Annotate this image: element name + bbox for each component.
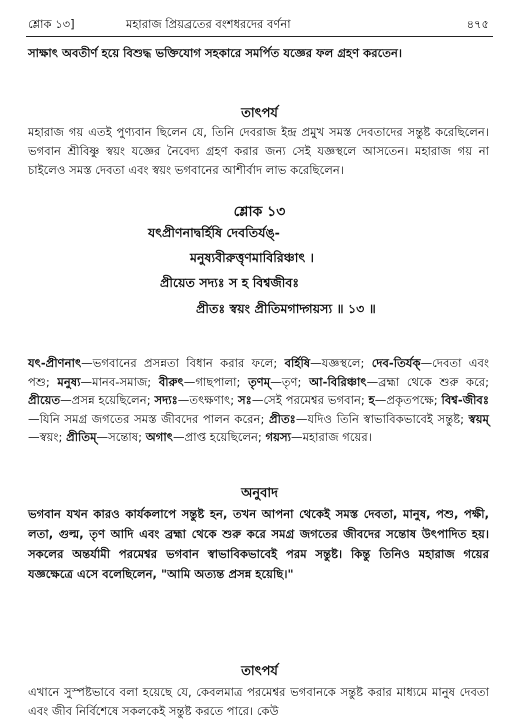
synonym-term: আ-বিরিঞ্চাৎ bbox=[309, 374, 367, 389]
opening-text: সাক্ষাৎ অবতীর্ণ হয়ে বিশুদ্ধ ভক্তিযোগ সহকারে সমর্পিত যজ্ঞের ফল গ্রহণ করতেন। bbox=[28, 46, 403, 60]
verse-line-2: মনুষ্যবীরুত্তৃণমাবিরিঞ্চাৎ । bbox=[190, 250, 315, 265]
purport-text: মহারাজ গয় এতই পুণ্যবান ছিলেন যে, তিনি দেবরাজ ইন্দ্র প্রমুখ সমস্ত দেবতাদের সন্তুষ্ট করেছিলেন। ভগবান শ্রীবিষ্ণু স্বয়ং যজ্ঞের নৈবেদ্য গ্রহণ করার জন্য সেই যজ্ঞস্থলে আসতেন। মহারাজ গয় না চাইলেও সমস্ত দেবতা এবং স্বয়ং ভগবানের আশীর্বাদ লাভ করেছিলেন। bbox=[28, 125, 489, 177]
synonym-meaning: মহারাজ গয়ের। bbox=[302, 430, 372, 445]
purport-heading-2: তাৎপর্য bbox=[241, 664, 278, 679]
translation-text: ভগবান যখন কারও কার্যকলাপে সন্তুষ্ট হন, তখন আপনা থেকেই সমস্ত দেবতা, মানুষ, পশু, পক্ষী, লতা, গুল্ম, তৃণ আদি এবং ব্রহ্মা থেকে শুরু করে সমগ্র জগতের জীবদের সন্তোষ উৎপাদিত হয়। সকলের অন্তর্যামী পরমেশ্বর ভগবান স্বাভাবিকভাবেই পরম সন্তুষ্ট। কিন্তু তিনিও মহারাজ গয়ের যজ্ঞক্ষেত্রে এসে বলেছিলেন, "আমি অত্যন্ত প্রসন্ন হয়েছি।" bbox=[28, 507, 489, 581]
synonym-meaning: তৎক্ষণাৎ; bbox=[189, 393, 235, 408]
synonym-meaning: সেই পরমেশ্বর ভগবান; bbox=[263, 393, 365, 408]
verse-heading: শ্লোক ১৩ bbox=[233, 204, 286, 220]
header-rule bbox=[26, 36, 493, 37]
synonym-meaning: স্বয়ং; bbox=[39, 430, 63, 445]
synonym-term: হ bbox=[368, 393, 375, 408]
synonym-term: প্রীতিম্ bbox=[66, 430, 97, 445]
synonym-meaning: গাছপালা; bbox=[195, 374, 241, 389]
verse-line-1: যৎপ্রীণনাদ্বর্হিষি দেবতির্যঙ্- bbox=[148, 225, 280, 240]
synonym-term: প্রীতঃ bbox=[268, 411, 296, 426]
synonym-meaning: যদিও তিনি স্বাভাবিকভাবেই সন্তুষ্ট; bbox=[307, 411, 465, 426]
purport-text-2: এখানে সুস্পষ্টভাবে বলা হয়েছে যে, কেবলমাত্র পরমেশ্বর ভগবানকে সন্তুষ্ট করার মাধ্যমে মানুষ দেবতা এবং জীব নির্বিশেষে সকলকেই সন্তুষ্ট করতে পারে। কেউ bbox=[28, 685, 489, 718]
translation-heading: অনুবাদ bbox=[241, 486, 278, 501]
synonym-term: দেব-তির্যক্ bbox=[371, 356, 421, 370]
synonym-meaning: প্রকৃতপক্ষে; bbox=[386, 393, 438, 408]
synonym-meaning: সন্তোষ; bbox=[108, 430, 143, 445]
synonym-term: প্রীয়েত bbox=[28, 393, 61, 408]
synonym-meaning: ব্রহ্মা থেকে শুরু করে; bbox=[378, 374, 490, 389]
synonym-term: গয়স্য bbox=[265, 430, 291, 445]
synonym-term: মনুষ্য bbox=[57, 374, 81, 389]
chapter-title: মহারাজ প্রিয়ব্রতের বংশধরদের বর্ণনা bbox=[126, 17, 291, 31]
verse-line-3: প্রীয়েত সদ্যঃ স হ বিশ্বজীবঃ bbox=[160, 275, 300, 290]
synonym-meaning: ভগবানের প্রসন্নতা বিধান করার ফলে; bbox=[92, 356, 278, 370]
verse-line-4: প্রীতঃ স্বয়ং প্রীতিমগাদ্গয়স্য ॥ ১৩ ॥ bbox=[196, 301, 376, 316]
page-header bbox=[28, 13, 489, 35]
synonym-meaning: দেবতা এবং পশু; bbox=[28, 356, 489, 389]
page-number: ৪৭৫ bbox=[466, 17, 489, 31]
synonym-meaning: প্রাপ্ত হয়েছিলেন; bbox=[184, 430, 262, 445]
synonym-term: বীরুৎ bbox=[158, 374, 184, 389]
synonym-meaning: যজ্ঞস্থলে; bbox=[321, 356, 365, 370]
synonym-term: যৎ-প্রীণনাৎ bbox=[28, 356, 82, 370]
synonym-meaning: মানব-সমাজ; bbox=[92, 374, 152, 389]
synonym-meaning: যিনি সমগ্র জগতের সমস্ত জীবদের পালন করেন; bbox=[39, 411, 265, 426]
synonym-term: সঃ bbox=[238, 393, 252, 408]
synonym-term: বিশ্ব-জীবঃ bbox=[441, 393, 490, 408]
synonym-term: তৃণম্ bbox=[248, 374, 271, 389]
synonym-term: বর্হিষি bbox=[284, 356, 311, 370]
synonym-meaning: প্রসন্ন হয়েছিলেন; bbox=[71, 393, 151, 408]
synonym-term: স্বয়ম্ bbox=[468, 411, 489, 426]
word-for-word-synonyms: যৎ-প্রীণনাৎ—ভগবানের প্রসন্নতা বিধান করার ফলে; বর্হিষি—যজ্ঞস্থলে; দেব-তির্যক্—দেবতা এবং পশু; মনুষ্য—মানব-সমাজ; বীরুৎ—গাছপালা; তৃণম্—তৃণ; আ-বিরিঞ্চাৎ—ব্রহ্মা থেকে শুরু করে; প্রীয়েত—প্রসন্ন হয়েছিলেন; সদ্যঃ—তৎক্ষণাৎ; সঃ—সেই পরমেশ্বর ভগবান; হ—প্রকৃতপক্ষে; বিশ্ব-জীবঃ—যিনি সমগ্র জগতের সমস্ত জীবদের পালন করেন; প্রীতঃ—যদিও তিনি স্বাভাবিকভাবেই সন্তুষ্ট; স্বয়ম্—স্বয়ং; প্রীতিম্—সন্তোষ; অগাৎ—প্রাপ্ত হয়েছিলেন; গয়স্য—মহারাজ গয়ের। bbox=[28, 356, 490, 445]
synonym-term: অগাৎ bbox=[145, 430, 173, 445]
synonym-meaning: তৃণ; bbox=[281, 374, 302, 389]
verse-reference: শ্লোক ১৩] bbox=[28, 17, 75, 31]
purport-heading: তাৎপর্য bbox=[241, 106, 278, 121]
synonym-term: সদ্যঃ bbox=[154, 393, 178, 408]
